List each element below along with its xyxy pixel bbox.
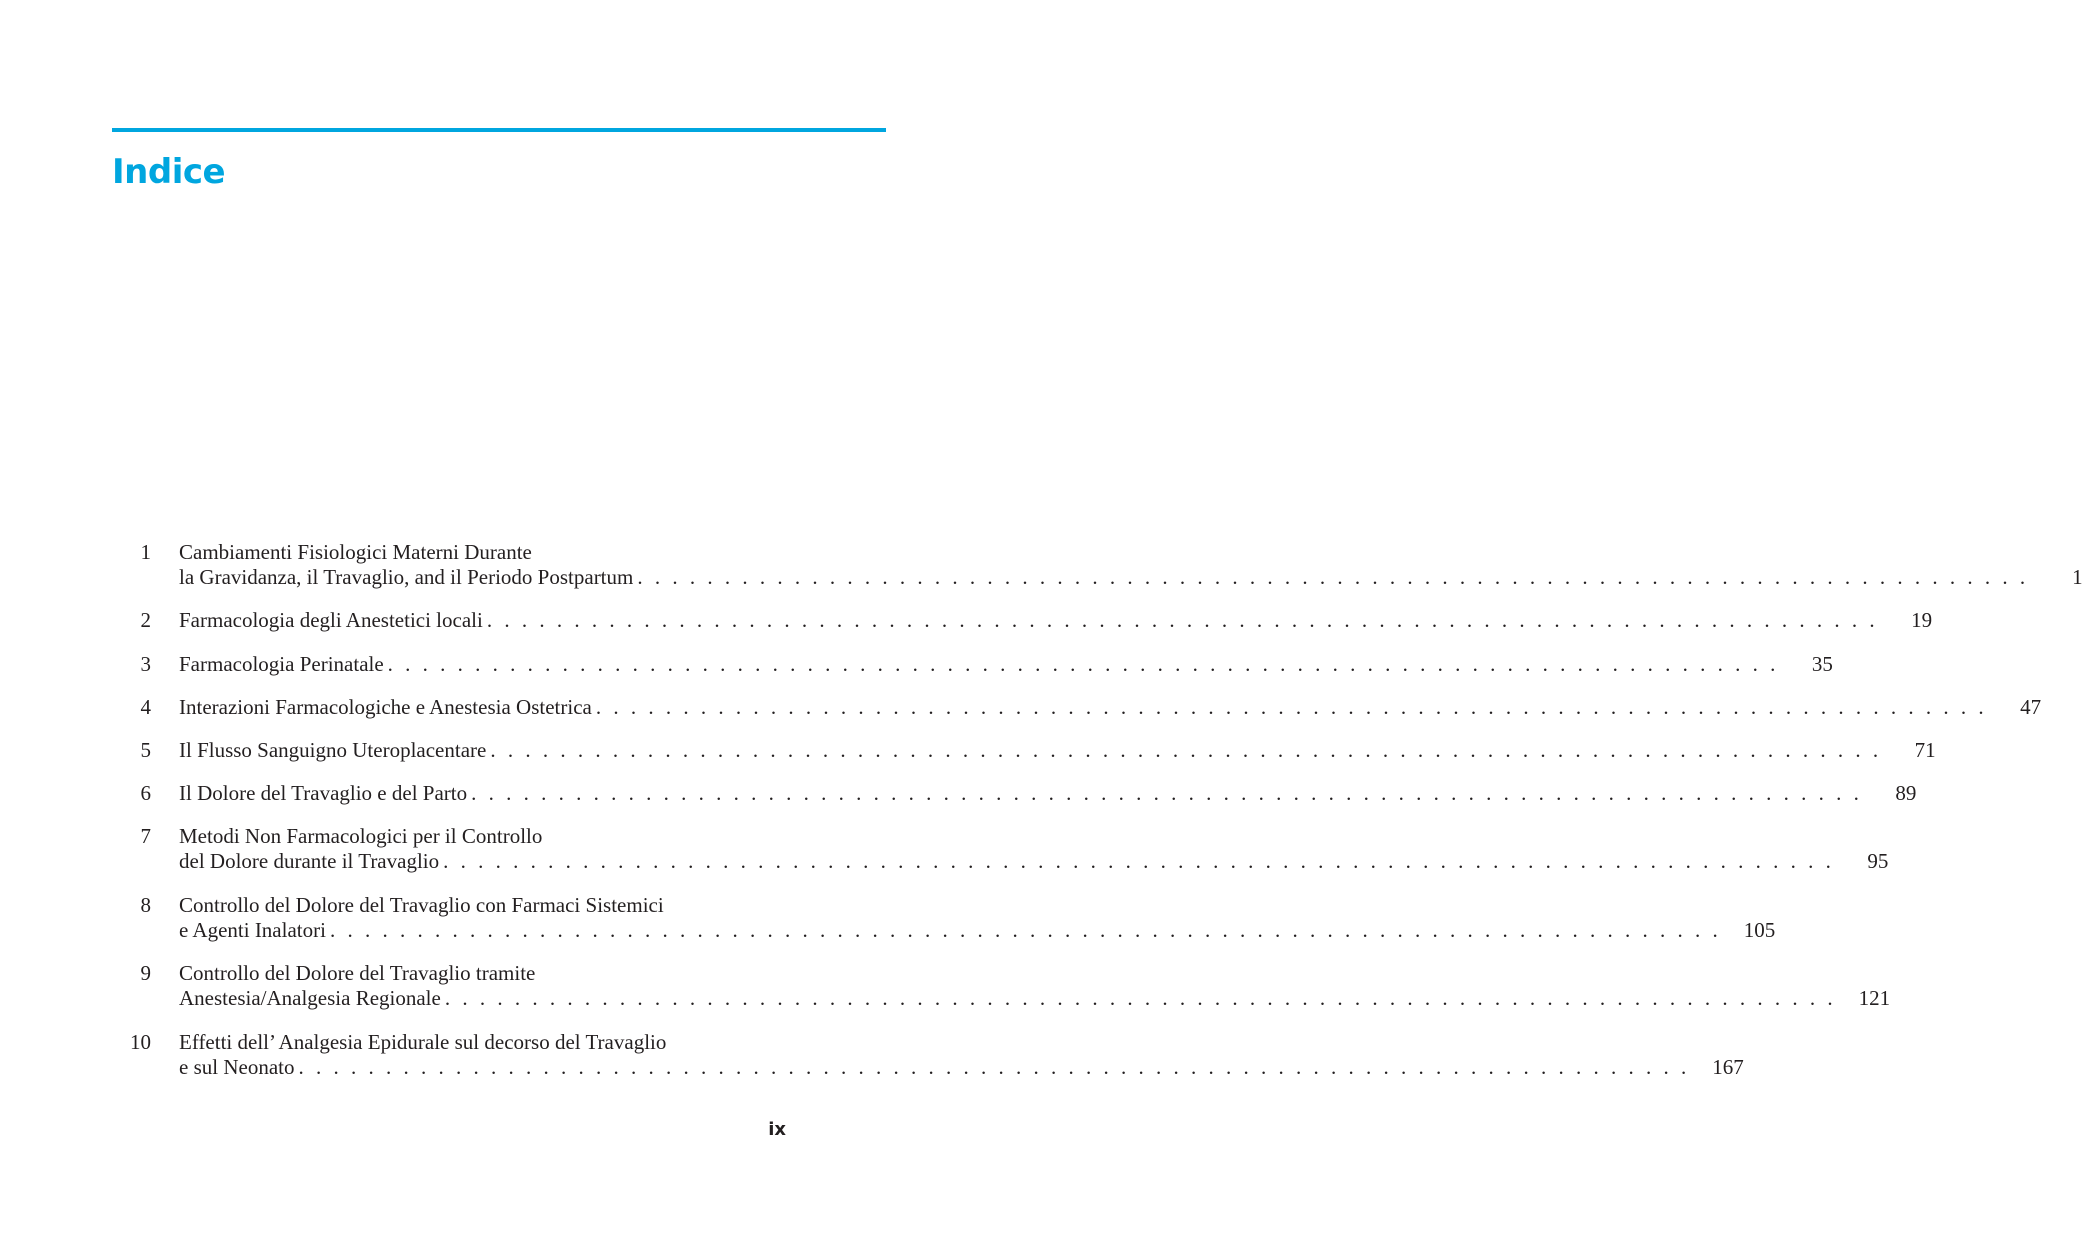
chapter-title-line: e Agenti Inalatori [179,918,326,942]
chapter-number: 1 [140,540,151,564]
dot-leader: . . . . . . . . . . . . . . . . . . . . . . . . . . . . . . . . . . . . . . . . . . . . . . . . . . . . . . . . . . . . . . . . . . . . . . . . . . . . . . . . [637,565,2029,589]
page-number: 1 [2072,565,2083,589]
page-number: 19 [1911,608,1933,632]
page-title: Indice [112,152,226,192]
dot-leader: . . . . . . . . . . . . . . . . . . . . . . . . . . . . . . . . . . . . . . . . . . . . . . . . . . . . . . . . . . . . . . . . . . . . . . . . . . . . . . . . [490,738,1882,762]
page-number: 89 [1895,781,1917,805]
dot-leader: . . . . . . . . . . . . . . . . . . . . . . . . . . . . . . . . . . . . . . . . . . . . . . . . . . . . . . . . . . . . . . . . . . . . . . . . . . . . . . . . [595,695,1988,719]
chapter-number: 7 [140,824,151,848]
chapter-title-line: Il Dolore del Travaglio e del Parto [179,781,468,805]
page-number: 35 [1811,652,1833,676]
chapter-title-line: e sul Neonato [179,1055,295,1079]
chapter-title-line: Interazioni Farmacologiche e Anestesia Ostetrica [179,695,592,719]
chapter-title-line: la Gravidanza, il Travaglio, and il Periodo Postpartum [179,565,634,589]
chapter-title-line: Farmacologia Perinatale [179,652,384,676]
chapter-title-line: Farmacologia degli Anestetici locali [179,608,483,632]
chapter-title-line: del Dolore durante il Travaglio [179,849,440,873]
chapter-title-line: Effetti dell’ Analgesia Epidurale sul decorso del Travaglio [179,1030,667,1054]
chapter-title-line: Metodi Non Farmacologici per il Controllo [179,824,543,848]
chapter-title-line: Anestesia/Analgesia Regionale [179,986,441,1010]
dot-leader: . . . . . . . . . . . . . . . . . . . . . . . . . . . . . . . . . . . . . . . . . . . . . . . . . . . . . . . . . . . . . . . . . . . . . . . . . . . . . . . . [329,918,1722,942]
page-number: 71 [1914,738,1936,762]
chapter-title-line: Controllo del Dolore del Travaglio con Farmaci Sistemici [179,893,664,917]
dot-leader: . . . . . . . . . . . . . . . . . . . . . . . . . . . . . . . . . . . . . . . . . . . . . . . . . . . . . . . . . . . . . . . . . . . . . . . . . . . . . . . . [443,849,1835,873]
chapter-number: 8 [140,893,151,917]
chapter-number: 2 [140,608,151,632]
dot-leader: . . . . . . . . . . . . . . . . . . . . . . . . . . . . . . . . . . . . . . . . . . . . . . . . . . . . . . . . . . . . . . . . . . . . . . . . . . . . . . . . [387,652,1779,676]
chapter-number: 10 [130,1030,151,1054]
dot-leader: . . . . . . . . . . . . . . . . . . . . . . . . . . . . . . . . . . . . . . . . . . . . . . . . . . . . . . . . . . . . . . . . . . . . . . . . . . . . . . . . [471,781,1863,805]
dot-leader: . . . . . . . . . . . . . . . . . . . . . . . . . . . . . . . . . . . . . . . . . . . . . . . . . . . . . . . . . . . . . . . . . . . . . . . . . . . . . . . . [486,608,1879,632]
chapter-number: 3 [140,652,151,676]
page-number: 105 [1743,918,1776,942]
dot-leader: . . . . . . . . . . . . . . . . . . . . . . . . . . . . . . . . . . . . . . . . . . . . . . . . . . . . . . . . . . . . . . . . . . . . . . . . . . . . . . . . [444,986,1837,1010]
page-number: 121 [1858,986,1891,1010]
page-folio: ix [768,1119,786,1140]
chapter-number: 6 [140,781,151,805]
page-number: 95 [1867,849,1889,873]
chapter-title-line: Cambiamenti Fisiologici Materni Durante [179,540,532,564]
dot-leader: . . . . . . . . . . . . . . . . . . . . . . . . . . . . . . . . . . . . . . . . . . . . . . . . . . . . . . . . . . . . . . . . . . . . . . . . . . . . . . . . [298,1055,1690,1079]
chapter-number: 5 [140,738,151,762]
chapter-title-line: Il Flusso Sanguigno Uteroplacentare [179,738,487,762]
chapter-number: 4 [140,695,151,719]
chapter-title-line: Controllo del Dolore del Travaglio tramite [179,961,536,985]
chapter-number: 9 [140,961,151,985]
page-number: 47 [2020,695,2042,719]
page-number: 167 [1712,1055,1744,1079]
